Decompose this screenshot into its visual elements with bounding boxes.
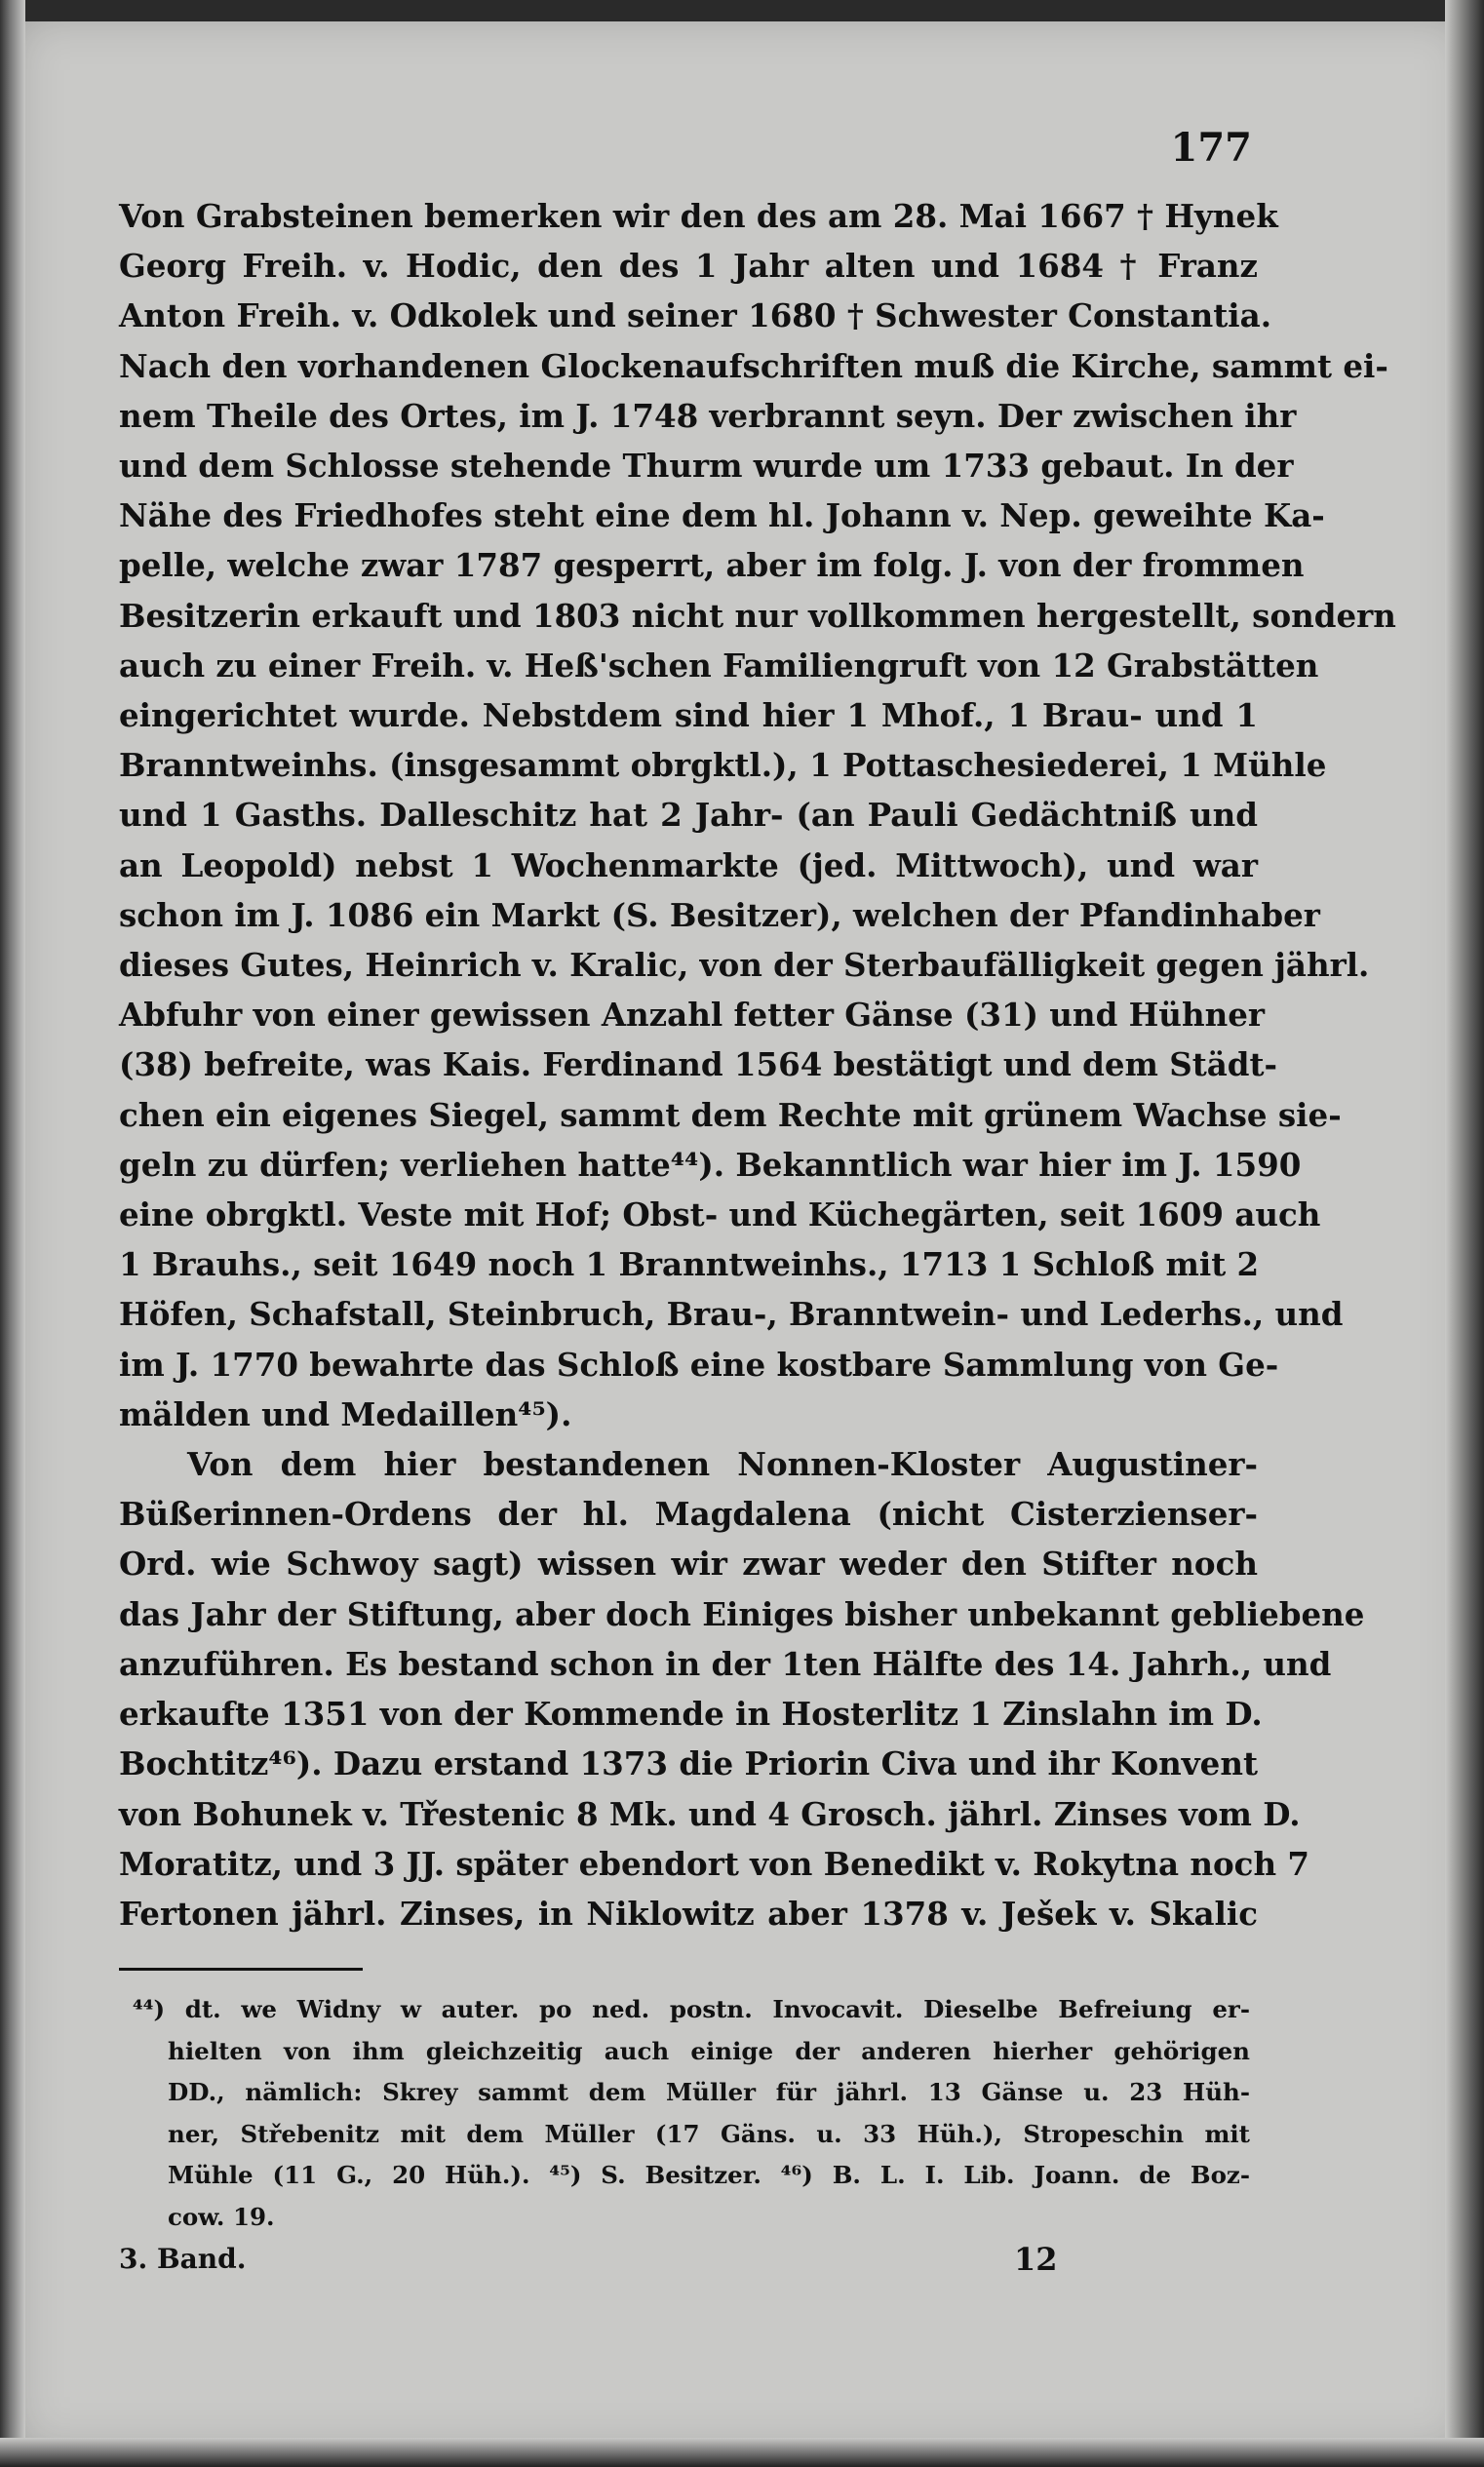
body-line: anzuführen. Es bestand schon in der 1ten Hälfte des 14. Jahrh., und (119, 1644, 1332, 1683)
body-line: mälden und Medaillen⁴⁵). (119, 1394, 572, 1433)
footnote-line: DD., nämlich: Skrey sammt dem Müller für jährl. 13 Gänse u. 23 Hüh- (168, 2078, 1250, 2106)
body-line: Höfen, Schafstall, Steinbruch, Brau-, Branntwein- und Lederhs., und (119, 1295, 1344, 1334)
body-line: Georg Freih. v. Hodic, den des 1 Jahr alten und 1684 † Franz (119, 247, 1258, 286)
body-line: Abfuhr von einer gewissen Anzahl fetter Gänse (31) und Hühner (119, 996, 1265, 1035)
body-line: eingerichtet wurde. Nebstdem sind hier 1 Mhof., 1 Brau- und 1 (119, 696, 1258, 735)
scan-edge-right (1445, 0, 1484, 2467)
scan-edge-left (0, 0, 25, 2467)
body-text (119, 191, 1396, 1938)
body-line: dieses Gutes, Heinrich v. Kralic, von der Sterbaufälligkeit gegen jährl. (119, 946, 1370, 985)
body-line: chen ein eigenes Siegel, sammt dem Rechte mit grünem Wachse sie- (119, 1095, 1342, 1134)
body-line: Bochtitz⁴⁶). Dazu erstand 1373 die Priorin Civa und ihr Konvent (119, 1744, 1258, 1783)
footnote-line: Mühle (11 G., 20 Hüh.). ⁴⁵) S. Besitzer. ⁴⁶) B. L. I. Lib. Joann. de Boz- (168, 2161, 1250, 2189)
footnotes (133, 1989, 1250, 2238)
scan-edge-bottom (0, 2438, 1484, 2467)
body-line: und 1 Gasths. Dalleschitz hat 2 Jahr- (an Pauli Gedächtniß und (119, 796, 1258, 835)
body-line: erkaufte 1351 von der Kommende in Hosterlitz 1 Zinslahn im D. (119, 1695, 1263, 1734)
body-line: auch zu einer Freih. v. Heß'schen Familiengruft von 12 Grabstätten (119, 646, 1319, 685)
body-line: Nach den vorhandenen Glockenaufschriften muß die Kirche, sammt ei- (119, 346, 1388, 385)
body-line: im J. 1770 bewahrte das Schloß eine kostbare Sammlung von Ge- (119, 1345, 1279, 1384)
footnote-line: ner, Střebenitz mit dem Müller (17 Gäns. u. 33 Hüh.), Stropeschin mit (168, 2119, 1250, 2148)
body-line: Anton Freih. v. Odkolek und seiner 1680 † Schwester Constantia. (119, 296, 1272, 335)
body-line: das Jahr der Stiftung, aber doch Einiges bisher unbekannt gebliebene (119, 1594, 1365, 1633)
footnote-line: hielten von ihm gleichzeitig auch einige der anderen hierher gehörigen (168, 2036, 1250, 2065)
scan-edge-top (0, 0, 1484, 21)
footnote-rule (119, 1968, 363, 1971)
body-line: Moratitz, und 3 JJ. später ebendort von Benedikt v. Rokytna noch 7 (119, 1844, 1310, 1883)
body-line: (38) befreite, was Kais. Ferdinand 1564 bestätigt und dem Städt- (119, 1045, 1278, 1084)
sheet-number: 12 (1014, 2241, 1058, 2278)
footnote-line: cow. 19. (168, 2202, 275, 2231)
body-line: geln zu dürfen; verliehen hatte⁴⁴). Bekanntlich war hier im J. 1590 (119, 1145, 1302, 1184)
body-line: und dem Schlosse stehende Thurm wurde um 1733 gebaut. In der (119, 447, 1294, 486)
body-line: Nähe des Friedhofes steht eine dem hl. Johann v. Nep. geweihte Ka- (119, 496, 1325, 535)
body-line: Ord. wie Schwoy sagt) wissen wir zwar weder den Stifter noch (119, 1545, 1258, 1584)
body-line: nem Theile des Ortes, im J. 1748 verbrannt seyn. Der zwischen ihr (119, 396, 1297, 435)
body-line: schon im J. 1086 ein Markt (S. Besitzer), welchen der Pfandinhaber (119, 895, 1320, 934)
body-line: an Leopold) nebst 1 Wochenmarkte (jed. Mittwoch), und war (119, 845, 1258, 884)
body-line: Von Grabsteinen bemerken wir den des am 28. Mai 1667 † Hynek (119, 197, 1278, 235)
page-number: 177 (1170, 125, 1252, 171)
body-line: pelle, welche zwar 1787 gesperrt, aber im folg. J. von der frommen (119, 546, 1305, 585)
body-line: Von dem hier bestandenen Nonnen-Kloster Augustiner- (187, 1445, 1258, 1484)
body-line: 1 Brauhs., seit 1649 noch 1 Branntweinhs., 1713 1 Schloß mit 2 (119, 1245, 1260, 1284)
body-line: Büßerinnen-Ordens der hl. Magdalena (nicht Cisterzienser- (119, 1495, 1258, 1534)
footnote-line: ⁴⁴) dt. we Widny w auter. po ned. postn. Invocavit. Dieselbe Befreiung er- (133, 1995, 1250, 2023)
body-line: Besitzerin erkauft und 1803 nicht nur vollkommen hergestellt, sondern (119, 596, 1396, 635)
body-line: Branntweinhs. (insgesammt obrgktl.), 1 Pottaschesiederei, 1 Mühle (119, 746, 1327, 785)
body-line: eine obrgktl. Veste mit Hof; Obst- und Küchegärten, seit 1609 auch (119, 1195, 1321, 1234)
body-line: von Bohunek v. Třestenic 8 Mk. und 4 Grosch. jährl. Zinses vom D. (119, 1794, 1301, 1833)
body-line: Fertonen jährl. Zinses, in Niklowitz aber 1378 v. Ješek v. Skalic (119, 1894, 1258, 1933)
volume-signature: 3. Band. (119, 2243, 247, 2275)
